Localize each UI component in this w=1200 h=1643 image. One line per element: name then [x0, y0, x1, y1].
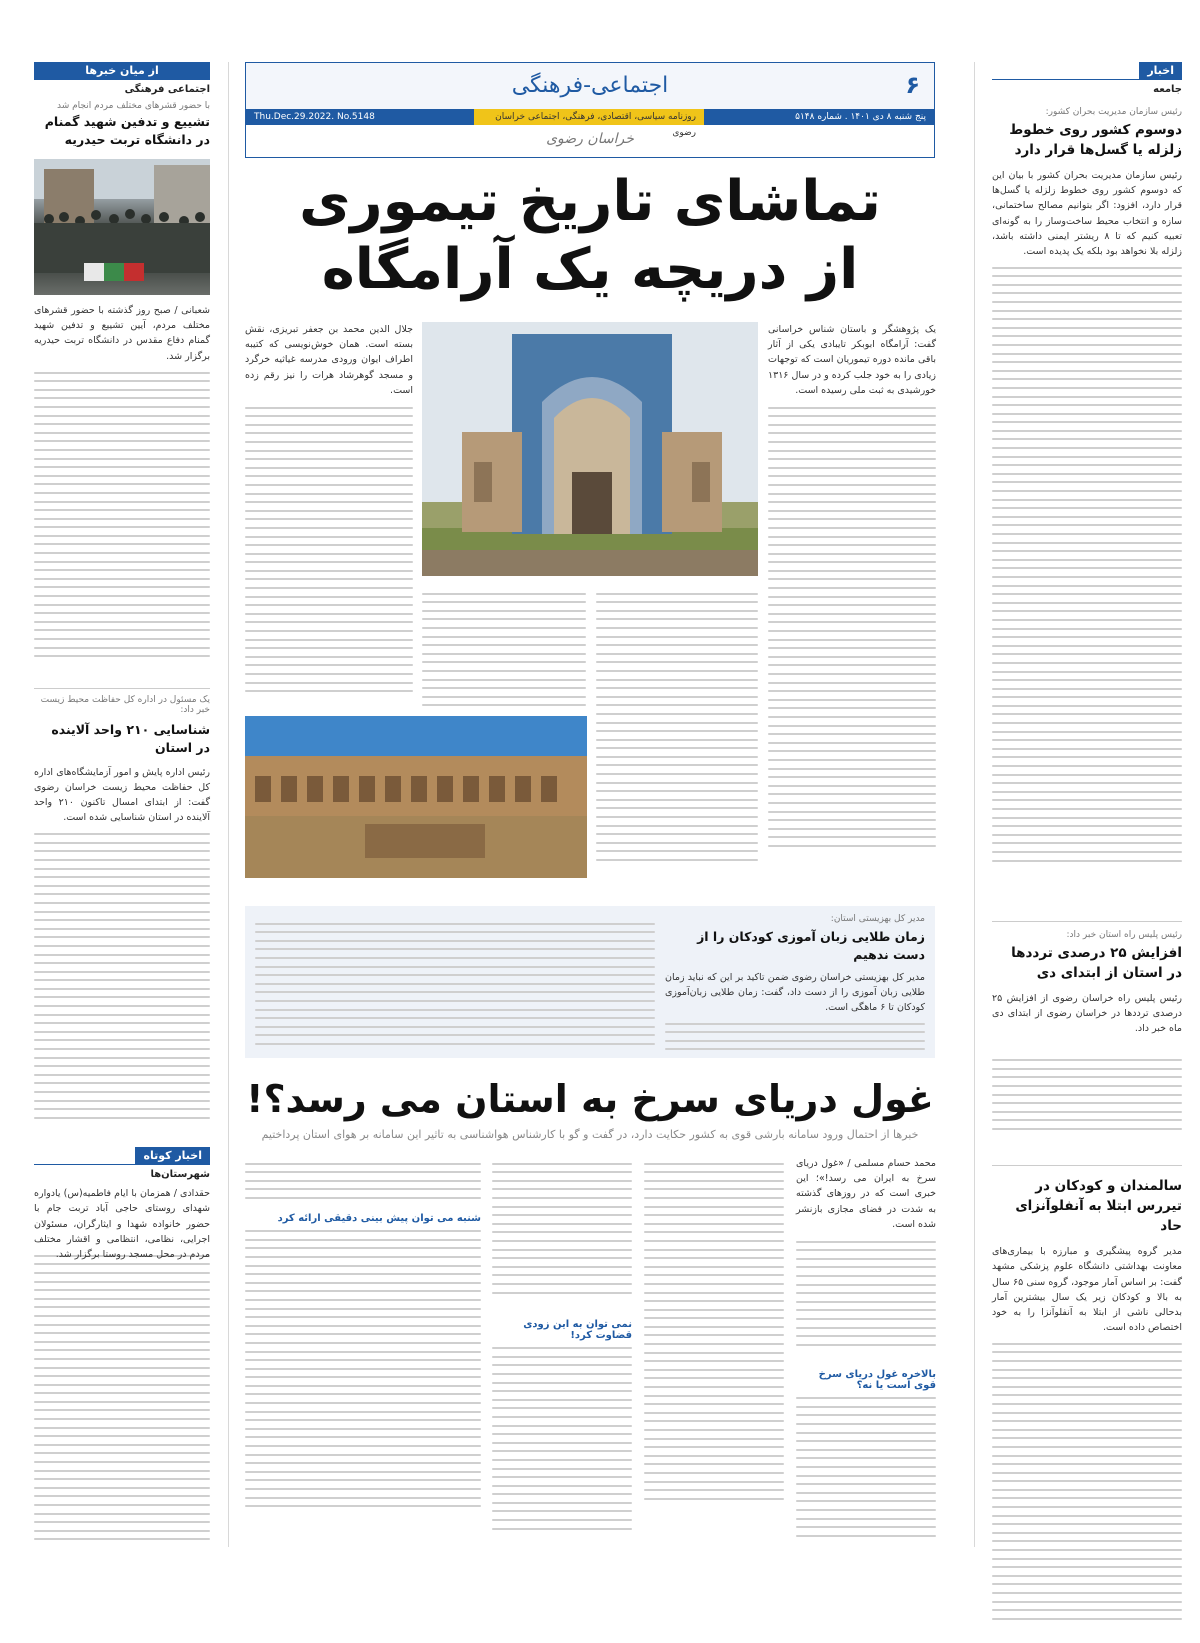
lower-story-headline: غول دریای سرخ به استان می رسد؟!	[246, 1077, 934, 1121]
issue-date-fa: پنج شنبه ۸ دی ۱۴۰۱ . شماره ۵۱۴۸	[704, 109, 934, 125]
left-story1-kicker: با حضور قشرهای مختلف مردم انجام شد	[56, 101, 210, 111]
masthead-strip	[246, 109, 934, 138]
issue-date-en: Thu.Dec.29.2022. No.5148	[246, 109, 474, 125]
right-subsection: جامعه	[1153, 84, 1182, 95]
left-section-header	[34, 62, 210, 80]
left-story1-headline: تشییع و تدفین شهید گمنام در دانشگاه تربت حیدریه	[44, 114, 210, 147]
right-story3-body	[992, 1343, 1182, 1643]
feature-col-right-lead: یک پژوهشگر و باستان شناس خراسانی گفت: آرامگاه ابوبکر تایبادی یکی از آثار باقی مانده دوره تیموریان است که توجهات زیادی را به خود جلب کرده و در سال ۱۳۱۶ خورشیدی به ثبت ملی رسیده است.	[768, 324, 936, 396]
caravanserai-photo	[245, 716, 587, 878]
masthead-top	[246, 63, 934, 109]
lower-col-1-body	[796, 1241, 936, 1363]
callout-lead: مدیر کل بهزیستی خراسان رضوی ضمن تاکید بر این که نباید زمان طلایی زبان آموزی را از دست داد، گفت: زمان طلایی زبان‌آموزی کودکان تا ۶ ماهگی است.	[665, 972, 925, 1014]
lower-col-4-body2	[245, 1230, 481, 1550]
callout-headline: زمان طلایی زبان آموزی کودکان را از دست ندهیم	[697, 929, 925, 962]
right-story1-lead: رئیس سازمان مدیریت بحران کشور با بیان این که دوسوم کشور روی خطوط زلزله یا گسل‌ها قرار دارد، افزود: اگر بتوانیم مصالح ساختمانی، سازه و انتخاب محیط ساخت‌وساز را به گونه‌ای تعبیه کنیم که تا ۸ ریشتر ایمنی داشته باشد، زلزله بلا نخواهد بود بلکه یک پدیده است.	[992, 170, 1182, 258]
right-story2-headline: افزایش ۲۵ درصدی ترددها در استان از ابتدای دی	[1011, 944, 1182, 981]
mausoleum-icon	[422, 322, 758, 576]
lower-col-3	[492, 1156, 632, 1544]
lower-subhead-3: شنبه می توان پیش بینی دقیقی ارائه کرد	[277, 1212, 481, 1224]
caravanserai-icon	[245, 716, 587, 878]
feature-col-right-body	[768, 407, 936, 877]
left-story1-lead: شعبانی / صبح روز گذشته با حضور قشرهای مختلف مردم، آیین تشییع و تدفین شهید گمنام دفاع مقدس در دانشگاه تربت حیدریه برگزار شد.	[34, 305, 210, 362]
right-column-divider	[974, 62, 975, 1547]
masthead	[245, 62, 935, 158]
page-number: ۶	[905, 71, 920, 99]
left-story1-body	[34, 372, 210, 682]
feature-col-left-lead: جلال الدین محمد بن جعفر تبریزی، نقش بسته است. همان خوش‌نویسی که کتیبه اطراف ایوان ورودی مدرسه غیاثیه خرگرد و مسجد گوهرشاد هرات را نیز رقم زده است.	[245, 324, 413, 396]
tagline: روزنامه سیاسی، اقتصادی، فرهنگی، اجتماعی خراسان رضوی	[474, 109, 704, 125]
feature-headline-line2: از دریچه یک آرامگاه	[321, 237, 859, 302]
lower-col-1	[796, 1156, 936, 1544]
feature-col-mid2	[422, 586, 586, 712]
left-column-divider	[228, 62, 229, 1547]
feature-col-mid1	[596, 586, 758, 878]
short-news-lead: حقدادی / همزمان با ایام فاطمیه(س) یادواره شهدای روستای حاجی آباد تربت جام با حضور خانواده شهدا و ایثارگران، مسئولان اجرایی، نظامی، انتظامی و اقشار مختلف مردم در محل مسجد روستا برگزار شد.	[34, 1188, 210, 1260]
right-story1-body	[992, 267, 1182, 907]
right-section-header	[992, 62, 1182, 80]
feature-col-right	[768, 322, 936, 878]
right-news-column	[992, 62, 1182, 1552]
right-section-label: اخبار	[1139, 62, 1182, 79]
callout-body-right	[665, 1023, 925, 1061]
lower-subhead-1: بالاخره غول دریای سرخ قوی است یا نه؟	[818, 1368, 936, 1391]
lower-col-1-body2	[796, 1397, 936, 1557]
callout-kicker: مدیر کل بهزیستی استان:	[830, 914, 925, 924]
right-story1-headline: دوسوم کشور روی خطوط زلزله یا گسل‌ها قرار دارد	[1009, 122, 1182, 158]
lower-story-deck: خبرها از احتمال ورود سامانه بارشی قوی به کشور حکایت دارد، در گفت و گو با کارشناس هواشناسی به تاثیر این سامانه بر هوای استان پرداختیم	[261, 1128, 919, 1141]
feature-headline	[245, 168, 935, 318]
newspaper-logo: خراسان رضوی	[546, 131, 634, 147]
feature-headline-line1: تماشای تاریخ تیموری	[299, 169, 881, 234]
short-news-body	[34, 1255, 210, 1567]
feature-col-left	[245, 322, 413, 712]
left-story2-body	[34, 833, 210, 1143]
right-story1-kicker: رئیس سازمان مدیریت بحران کشور:	[1045, 107, 1182, 117]
lower-col-2-body	[644, 1163, 784, 1551]
left-story2-lead: رئیس اداره پایش و امور آزمایشگاه‌های اداره کل حفاظت محیط زیست خراسان رضوی گفت: از ابتدای امسال تاکنون ۲۱۰ واحد آلاینده در استان شناسایی شده است.	[34, 766, 210, 824]
funeral-photo	[34, 159, 210, 295]
lower-subhead-2: نمی توان به این زودی قضاوت کرد!	[523, 1318, 632, 1341]
left-news-column	[34, 62, 210, 1552]
callout-box	[245, 906, 935, 1058]
right-story3-headline: سالمندان و کودکان در تیررس ابتلا به آنفلوآنزای حاد	[1015, 1178, 1182, 1235]
lower-col-3-body2	[492, 1347, 632, 1561]
lower-col-3-body	[492, 1163, 632, 1313]
section-title: اجتماعی-فرهنگی	[511, 73, 669, 98]
short-news-sub: شهرستان‌ها	[150, 1169, 210, 1181]
right-story2-lead: رئیس پلیس راه خراسان رضوی از افزایش ۲۵ درصدی تردد‌ها در خراسان رضوی از ابتدای دی ماه خبر داد.	[992, 992, 1182, 1034]
right-story2-body	[992, 1059, 1182, 1143]
short-news-header	[34, 1147, 210, 1165]
right-story2-kicker: رئیس پلیس راه استان خبر داد:	[1066, 929, 1182, 940]
lower-byline: محمد حسام مسلمی / «غول دریای سرخ به ایران می رسد!»؛ این خبری است که در روزهای گذشته به ‌شدت در فضای مجازی بازنشر شده است.	[796, 1158, 936, 1230]
masthead-logo-row	[246, 125, 934, 157]
lower-col-2	[644, 1156, 784, 1544]
feature-col-left-body	[245, 407, 413, 713]
short-news-label: اخبار کوتاه	[135, 1147, 210, 1164]
left-story2-kicker: یک مسئول در اداره کل حفاظت محیط زیست خبر داد:	[40, 694, 210, 715]
left-section-label: از میان خبرها	[34, 62, 210, 79]
left-story2-headline: شناسایی ۲۱۰ واحد آلاینده در استان	[51, 721, 210, 755]
callout-body-left	[255, 916, 655, 1048]
left-subsection: اجتماعی فرهنگی	[124, 84, 210, 95]
mausoleum-photo	[422, 322, 758, 576]
right-story3-lead: مدیر گروه پیشگیری و مبارزه با بیماری‌های معاونت بهداشتی دانشگاه علوم پزشکی مشهد گفت: بر اساس آمار موجود، گروه سنی ۶۵ سال به بالا و کودکان زیر یک سال بیشترین آمار بدحالی ناشی از ابتلا به آنفلوآنزا را به خود اختصاص داده است.	[992, 1246, 1182, 1334]
lower-col-4	[245, 1156, 481, 1544]
lower-col-4-body	[245, 1163, 481, 1207]
funeral-scene-icon	[34, 159, 210, 295]
